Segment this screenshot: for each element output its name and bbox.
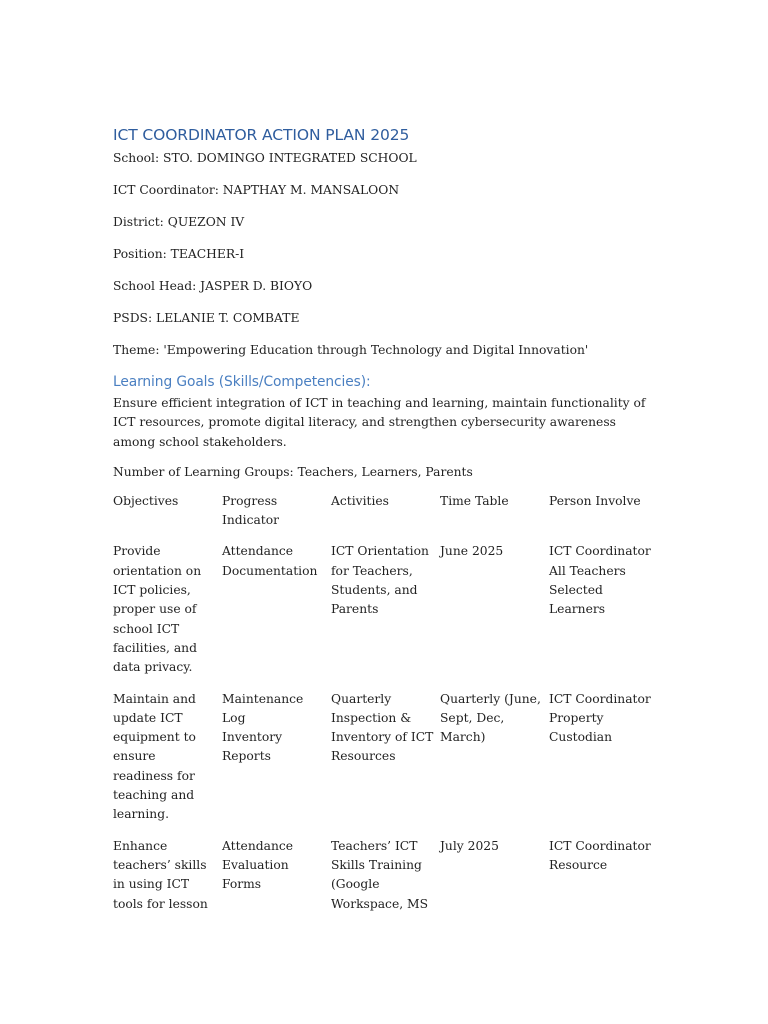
person-item: ICT Coordinator [549, 838, 651, 853]
indicator-item: Inventory Reports [222, 730, 283, 764]
indicator-item: Attendance [222, 544, 294, 559]
cell-activities: Quarterly Inspection & Inventory of ICT Resources [331, 691, 434, 764]
cell-activities: Teachers’ ICT Skills Training (Google Workspace, MS [331, 838, 429, 911]
cell-person-involve [549, 542, 658, 689]
table-row [113, 690, 658, 837]
header-time-table: Time Table [440, 493, 509, 508]
cell-person-involve [549, 690, 658, 837]
cell-objectives: Maintain and update ICT equipment to ensure readiness for teaching and learning. [113, 691, 196, 822]
person-item: Selected Learners [549, 583, 606, 617]
person-item: Property Custodian [549, 710, 613, 745]
person-item: ICT Coordinator [549, 544, 651, 559]
psds-line: PSDS: LELANIE T. COMBATE [113, 311, 300, 325]
learning-goals-heading: Learning Goals (Skills/Competencies): [113, 374, 371, 390]
header-progress-indicator: Progress Indicator [222, 493, 280, 528]
position-line: Position: TEACHER-I [113, 247, 245, 261]
table-row [113, 837, 658, 926]
cell-progress-indicator [222, 837, 331, 926]
cell-activities: ICT Orientation for Teachers, Students, and Parents [331, 544, 429, 617]
cell-person-involve [549, 837, 658, 926]
indicator-item: Attendance [222, 838, 294, 853]
header-activities: Activities [331, 493, 389, 508]
theme-line: Theme: 'Empowering Education through Technology and Digital Innovation' [113, 343, 589, 357]
school-head-line: School Head: JASPER D. BIOYO [113, 279, 313, 293]
district-line: District: QUEZON IV [113, 215, 245, 229]
school-line: School: STO. DOMINGO INTEGRATED SCHOOL [113, 151, 417, 165]
table-header-row [113, 492, 658, 543]
cell-objectives: Provide orientation on ICT policies, proper use of school ICT facilities, and data privacy. [113, 544, 202, 675]
header-person-involve: Person Involve [549, 493, 641, 508]
indicator-item: Maintenance Log [222, 691, 304, 725]
person-item: All Teachers [549, 563, 626, 578]
document-title: ICT COORDINATOR ACTION PLAN 2025 [113, 126, 410, 144]
coordinator-line: ICT Coordinator: NAPTHAY M. MANSALOON [113, 183, 400, 197]
cell-objectives: Enhance teachers’ skills in using ICT tools for lesson [113, 838, 208, 911]
cell-time-table: June 2025 [440, 544, 504, 559]
document-page [113, 125, 658, 926]
cell-progress-indicator [222, 690, 331, 837]
cell-progress-indicator [222, 542, 331, 689]
person-item: Resource [549, 857, 608, 872]
table-row [113, 542, 658, 689]
cell-time-table: July 2025 [440, 838, 499, 853]
indicator-item: Evaluation Forms [222, 857, 289, 892]
cell-time-table: Quarterly (June, Sept, Dec, March) [440, 691, 541, 745]
indicator-item: Documentation [222, 563, 318, 578]
school-info [113, 150, 658, 358]
learning-groups-line: Number of Learning Groups: Teachers, Learners, Parents [113, 464, 473, 479]
person-item: ICT Coordinator [549, 691, 651, 706]
header-objectives: Objectives [113, 493, 179, 508]
action-plan-table [113, 492, 658, 926]
learning-goals-text: Ensure efficient integration of ICT in teaching and learning, maintain functionality of ICT resources, promote digital literacy, and strengthen cybersecurity awareness among school stakeholders. [113, 396, 646, 449]
